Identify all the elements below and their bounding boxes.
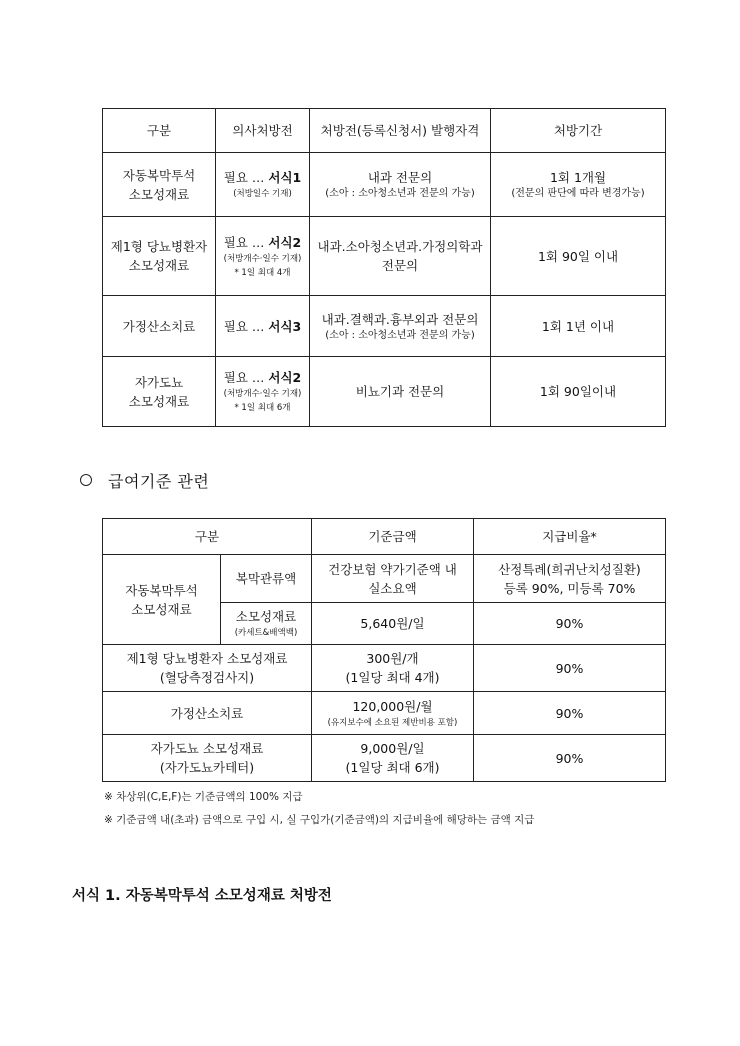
category-cell [103,357,216,427]
footnote: ※ 기준금액 내(초과) 금액으로 구입 시, 실 구입가(기준금액)의 지급비율에 해당하는 금액 지급 [104,814,535,826]
category-line: 가정산소치료 [122,318,196,334]
subcategory-cell [221,603,312,645]
period-cell [491,296,666,357]
period-cell [491,357,666,427]
category-line: 제1형 당뇨병환자 소모성재료 [126,651,288,666]
qualification-cell [310,217,491,296]
prescription-table [102,108,666,427]
category-line: 제1형 당뇨병환자 [110,239,208,254]
prescription-note: (처방일수 기재) [233,189,292,199]
category-cell [103,217,216,296]
category-line: 소모성재료 [131,601,192,617]
prescription-note: (처방개수·일수 기재) [223,253,302,264]
category-line: 자동복막투석 [125,582,198,598]
prescription-prefix: 필요 … [223,234,269,250]
prescription-prefix: 필요 … [223,318,269,334]
qualification-cell [310,153,491,217]
prescription-note: * 1일 최대 6개 [234,403,291,413]
amount-cell [312,692,474,735]
period-note: (전문의 판단에 따라 변경가능) [511,188,645,199]
header-cell: 처방전(등록신청서) 발행자격 [310,109,491,153]
ratio-line: 산정특례(희귀난치성질환) [498,561,641,577]
category-line: 자가도뇨 소모성재료 [150,741,264,756]
benefit-table [102,518,666,782]
form-reference: 서식2 [268,370,302,385]
ratio-cell: 90% [474,603,666,645]
prescription-cell [216,153,310,217]
category-line: 자동복막투석 [122,167,196,183]
circle-bullet-icon [80,474,92,486]
qualification-note: (소아 : 소아청소년과 전문의 가능) [325,188,475,199]
subcategory-note: (카세트&배액백) [234,628,298,638]
ratio-cell: 90% [474,645,666,692]
table-row [103,692,666,735]
subcategory-text: 소모성재료 [235,609,297,624]
prescription-prefix: 필요 … [223,370,269,385]
period-cell [491,153,666,217]
header-cell: 구분 [103,519,312,555]
form-reference: 서식3 [268,318,302,334]
table-row [103,735,666,782]
category-cell: 가정산소치료 [103,692,312,735]
amount-line: 실소요액 [368,580,417,596]
amount-note: (유지보수에 소요된 제반비용 포함) [327,717,458,728]
prescription-note: (처방개수·일수 기재) [223,389,302,399]
header-cell: 기준금액 [312,519,474,555]
table-row [103,153,666,217]
category-line: 소모성재료 [128,258,190,273]
prescription-cell [216,357,310,427]
form-reference: 서식1 [268,170,302,185]
category-line: 소모성재료 [128,186,190,202]
category-line: (자가도뇨카테터) [159,760,255,775]
amount-line: (1일당 최대 4개) [345,670,440,685]
category-line: (혈당측정검사지) [159,670,255,685]
ratio-line: 등록 90%, 미등록 70% [503,580,636,596]
amount-line: 120,000원/월 [352,698,433,714]
footnote: ※ 차상위(C,E,F)는 기준금액의 100% 지급 [104,791,303,803]
amount-cell [312,555,474,603]
ratio-cell: 90% [474,692,666,735]
category-line: 자가도뇨 [134,374,184,390]
table-row [103,645,666,692]
amount-line: 9,000원/일 [360,741,425,756]
amount-line: (1일당 최대 6개) [345,760,440,775]
category-line: 소모성재료 [128,393,190,409]
category-cell [103,153,216,217]
table-row [103,296,666,357]
category-cell [103,296,216,357]
header-cell: 처방기간 [491,109,666,153]
form-title: 서식 1. 자동복막투석 소모성재료 처방전 [72,888,332,904]
form-reference: 서식2 [268,234,302,250]
amount-line: 300원/개 [366,651,419,666]
qualification-text: 내과.소아청소년과.가정의학과 전문의 [317,239,483,273]
period-cell [491,217,666,296]
ratio-cell [474,555,666,603]
amount-cell [312,645,474,692]
prescription-cell [216,217,310,296]
table-row [103,217,666,296]
period-text: 1회 90일 이내 [537,248,619,264]
qualification-cell [310,296,491,357]
period-text: 1회 1년 이내 [541,318,615,334]
ratio-cell: 90% [474,735,666,782]
prescription-prefix: 필요 … [223,170,269,185]
period-text: 1회 1개월 [549,170,607,185]
period-text: 1회 90일이내 [539,384,617,399]
amount-cell [312,735,474,782]
section-heading [80,469,209,492]
header-cell: 의사처방전 [216,109,310,153]
table-header-row [103,519,666,555]
amount-cell: 5,640원/일 [312,603,474,645]
amount-line: 건강보험 약가기준액 내 [328,561,457,577]
header-cell: 구분 [103,109,216,153]
qualification-cell [310,357,491,427]
qualification-text: 내과.결핵과.흉부외과 전문의 [321,311,479,327]
table-header-row [103,109,666,153]
qualification-text: 비뇨기과 전문의 [355,384,445,399]
qualification-text: 내과 전문의 [367,170,433,185]
qualification-note: (소아 : 소아청소년과 전문의 가능) [325,329,475,341]
category-cell [103,645,312,692]
header-cell: 지급비율* [474,519,666,555]
subcategory-cell: 복막관류액 [221,555,312,603]
table-row [103,555,666,603]
category-cell [103,555,221,645]
prescription-note: * 1일 최대 4개 [234,267,291,278]
prescription-cell [216,296,310,357]
category-cell [103,735,312,782]
table-row [103,357,666,427]
section-heading-text: 급여기준 관련 [108,472,210,491]
